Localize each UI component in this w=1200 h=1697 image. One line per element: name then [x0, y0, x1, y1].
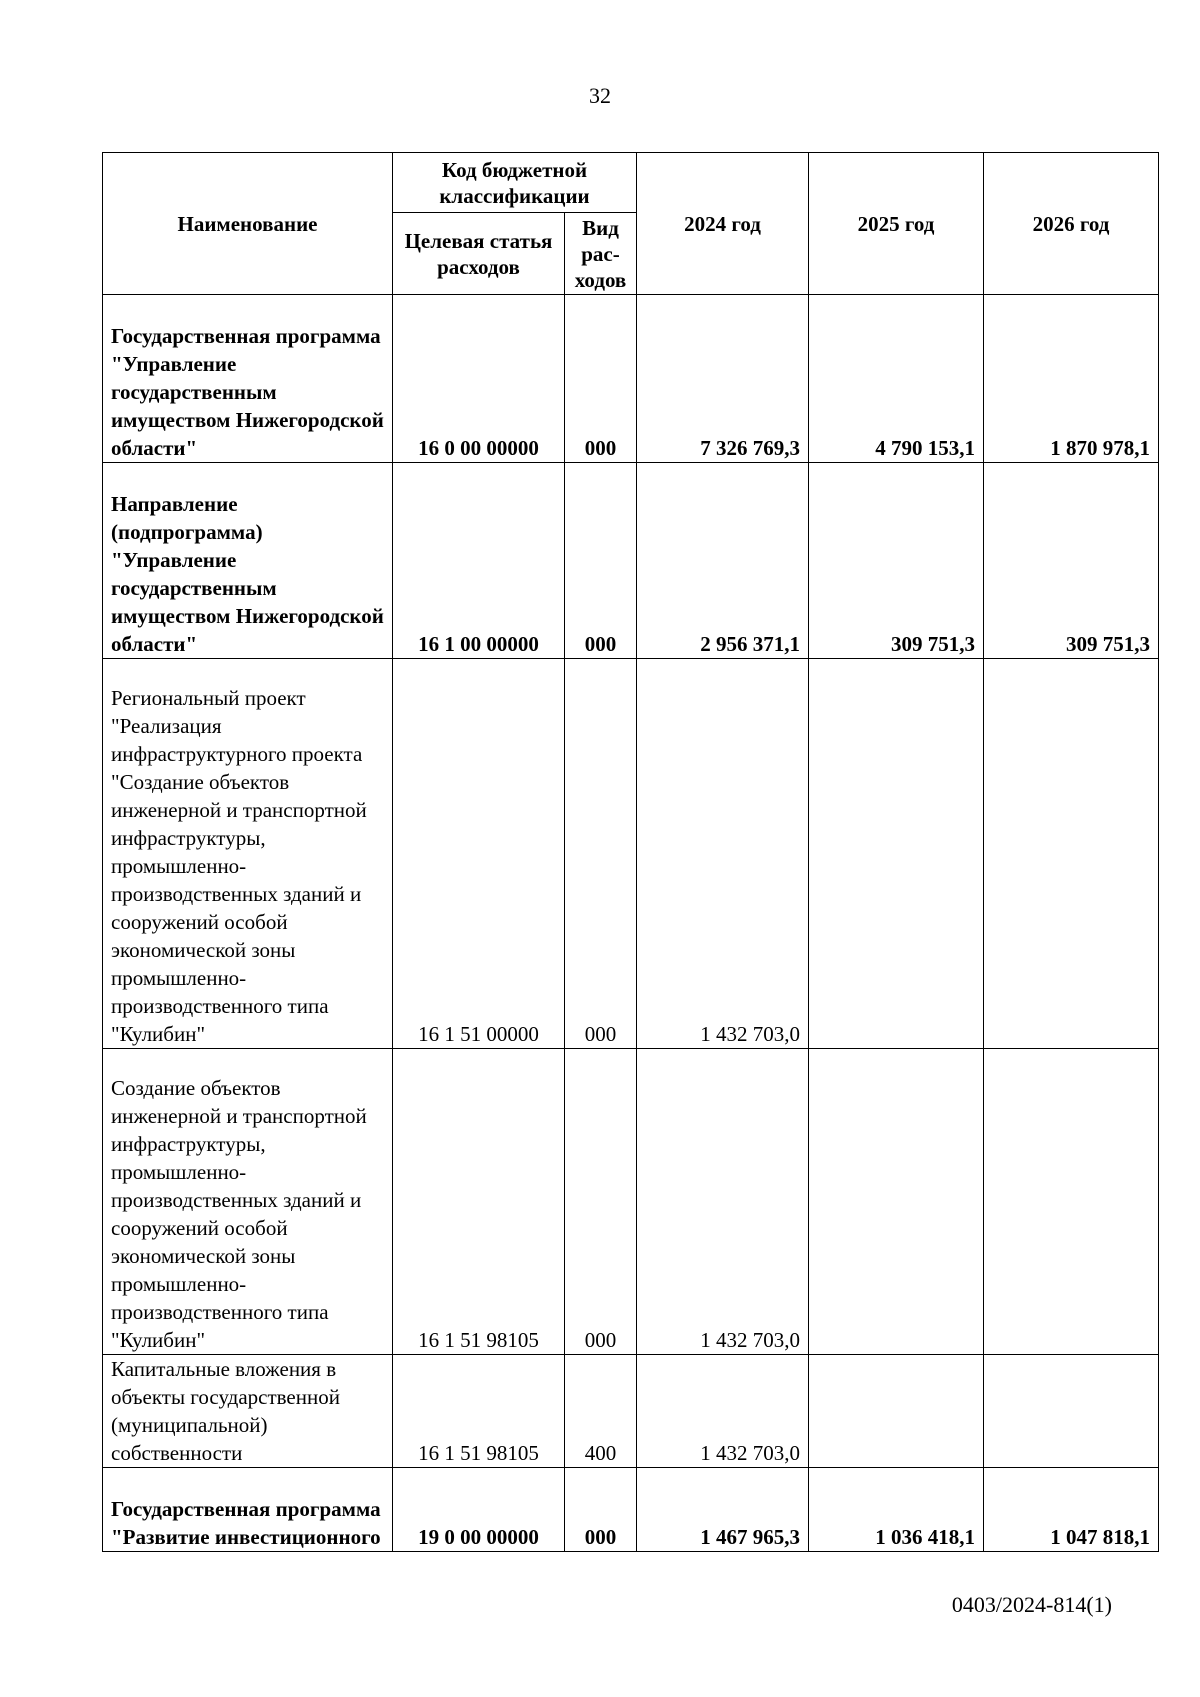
table-row — [103, 295, 1159, 463]
row-name: Капитальные вложения в объекты государственной (муниципальной) собственности — [103, 1355, 393, 1468]
row-2026: 1 047 818,1 — [984, 1468, 1159, 1552]
page-number: 32 — [589, 83, 611, 108]
header-year-2024: 2024 год — [637, 153, 809, 295]
row-2024: 1 432 703,0 — [637, 659, 809, 1049]
header-year-2025: 2025 год — [809, 153, 984, 295]
table-row — [103, 1468, 1159, 1552]
table-row — [103, 1355, 1159, 1468]
row-code: 19 0 00 00000 — [393, 1468, 565, 1552]
header-year-2026: 2026 год — [984, 153, 1159, 295]
row-2025 — [809, 1355, 984, 1468]
row-code: 16 0 00 00000 — [393, 295, 565, 463]
header-name: Наименование — [103, 153, 393, 295]
row-type: 400 — [565, 1355, 637, 1468]
document-code: 0403/2024-814(1) — [951, 1592, 1112, 1617]
header-code-group: Код бюджетной классификации — [393, 153, 637, 213]
row-name: Направление (подпрограмма) "Управление государственным имуществом Нижегородской области" — [103, 463, 393, 659]
table-row — [103, 1049, 1159, 1355]
table-row — [103, 659, 1159, 1049]
row-type: 000 — [565, 463, 637, 659]
budget-table — [102, 152, 1159, 1552]
header-expense-type: Вид рас-ходов — [565, 213, 637, 295]
row-2024: 1 467 965,3 — [637, 1468, 809, 1552]
row-2025: 1 036 418,1 — [809, 1468, 984, 1552]
row-2024: 7 326 769,3 — [637, 295, 809, 463]
row-2025: 309 751,3 — [809, 463, 984, 659]
row-2025 — [809, 1049, 984, 1355]
row-name: Государственная программа "Управление государственным имуществом Нижегородской области" — [103, 295, 393, 463]
row-name: Создание объектов инженерной и транспортной инфраструктуры, промышленно-производственных зданий и сооружений особой экономической зоны промышленно-производственного типа "Кулибин" — [103, 1049, 393, 1355]
row-code: 16 1 51 98105 — [393, 1049, 565, 1355]
row-type: 000 — [565, 1049, 637, 1355]
row-type: 000 — [565, 1468, 637, 1552]
row-2026 — [984, 1049, 1159, 1355]
row-2026 — [984, 1355, 1159, 1468]
row-type: 000 — [565, 295, 637, 463]
row-2024: 2 956 371,1 — [637, 463, 809, 659]
header-target-article: Целевая статья расходов — [393, 213, 565, 295]
row-2025 — [809, 659, 984, 1049]
row-name: Государственная программа "Развитие инвестиционного — [103, 1468, 393, 1552]
row-2024: 1 432 703,0 — [637, 1355, 809, 1468]
row-name: Региональный проект "Реализация инфраструктурного проекта "Создание объектов инженерной и транспортной инфраструктуры, промышленно-производственных зданий и сооружений особой экономической зоны промышленно-производственного типа "Кулибин" — [103, 659, 393, 1049]
row-code: 16 1 51 00000 — [393, 659, 565, 1049]
row-2026: 1 870 978,1 — [984, 295, 1159, 463]
row-2024: 1 432 703,0 — [637, 1049, 809, 1355]
row-code: 16 1 51 98105 — [393, 1355, 565, 1468]
table-row — [103, 463, 1159, 659]
row-code: 16 1 00 00000 — [393, 463, 565, 659]
row-2026: 309 751,3 — [984, 463, 1159, 659]
row-2025: 4 790 153,1 — [809, 295, 984, 463]
row-type: 000 — [565, 659, 637, 1049]
row-2026 — [984, 659, 1159, 1049]
